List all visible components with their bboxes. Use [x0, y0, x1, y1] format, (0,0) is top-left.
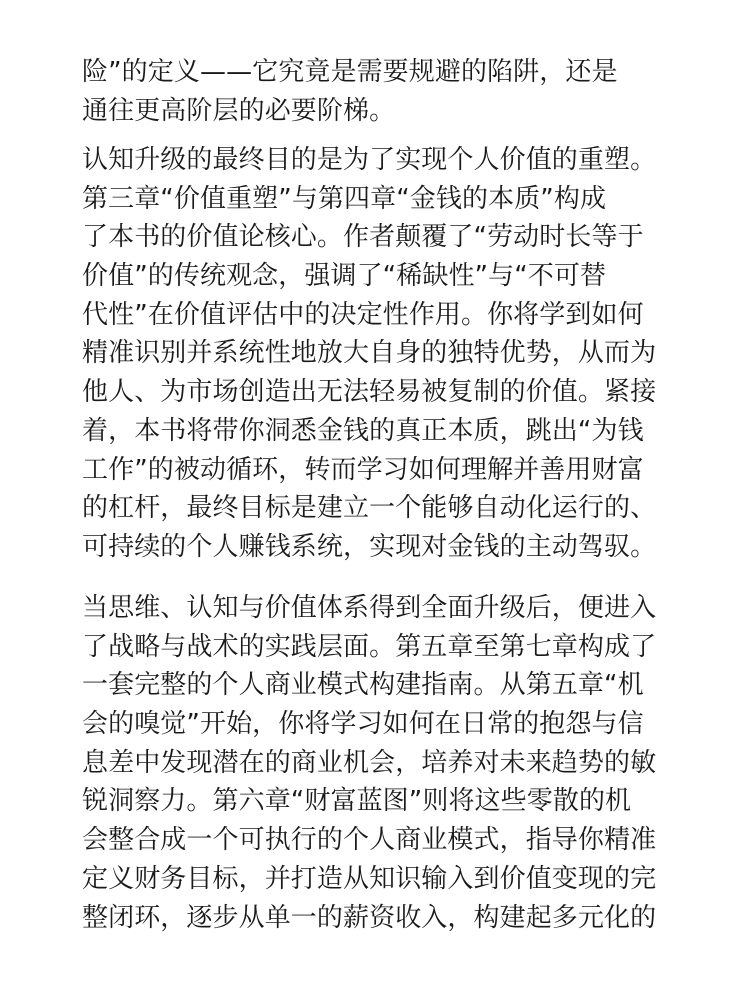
paragraph-risk-definition: [82, 53, 682, 130]
text-line: 险”的定义——它究竟是需要规避的陷阱，还是: [82, 57, 618, 87]
text-line: 当思维、认知与价值体系得到全面升级后，便进入: [82, 593, 657, 623]
text-line: 价值”的传统观念，强调了“稀缺性”与“不可替: [82, 261, 607, 292]
text-line: 代性”在价值评估中的决定性作用。你将学到如何: [82, 299, 644, 330]
text-line: 的杠杆，最终目标是建立一个能够自动化运行的、: [82, 493, 657, 524]
text-line: 工作”的被动循环，转而学习如何理解并善用财富: [82, 454, 644, 485]
text-line: 可持续的个人赚钱系统，实现对金钱的主动驾驭。: [82, 531, 657, 562]
text-line: 定义财务目标，并打造从知识输入到价值变现的完: [82, 863, 657, 894]
text-line: 整闭环，逐步从单一的薪资收入，构建起多元化的: [82, 902, 657, 933]
text-line: 他人、为市场创造出无法轻易被复制的价值。紧接: [82, 377, 657, 408]
text-line: 会的嗅觉”开始，你将学习如何在日常的抱怨与信: [82, 709, 644, 740]
text-line: 通往更高阶层的必要阶梯。: [82, 95, 396, 126]
text-line: 认知升级的最终目的是为了实现个人价值的重塑。: [82, 145, 657, 175]
paragraph-business-model: [82, 589, 682, 937]
text-line: 了本书的价值论核心。作者颠覆了“劳动时长等于: [82, 222, 644, 253]
paragraph-value-reshaping: [82, 141, 682, 567]
text-line: 精准识别并系统性地放大自身的独特优势，从而为: [82, 338, 657, 369]
text-line: 第三章“价值重塑”与第四章“金钱的本质”构成: [82, 183, 607, 214]
text-line: 了战略与战术的实践层面。第五章至第七章构成了: [82, 631, 657, 662]
text-line: 着，本书将带你洞悉金钱的真正本质，跳出“为钱: [82, 415, 644, 446]
text-line: 锐洞察力。第六章“财富蓝图”则将这些零散的机: [82, 786, 632, 817]
text-line: 会整合成一个可执行的个人商业模式，指导你精准: [82, 825, 657, 856]
text-line: 息差中发现潜在的商业机会，培养对未来趋势的敏: [82, 747, 657, 778]
text-line: 一套完整的个人商业模式构建指南。从第五章“机: [82, 670, 644, 701]
